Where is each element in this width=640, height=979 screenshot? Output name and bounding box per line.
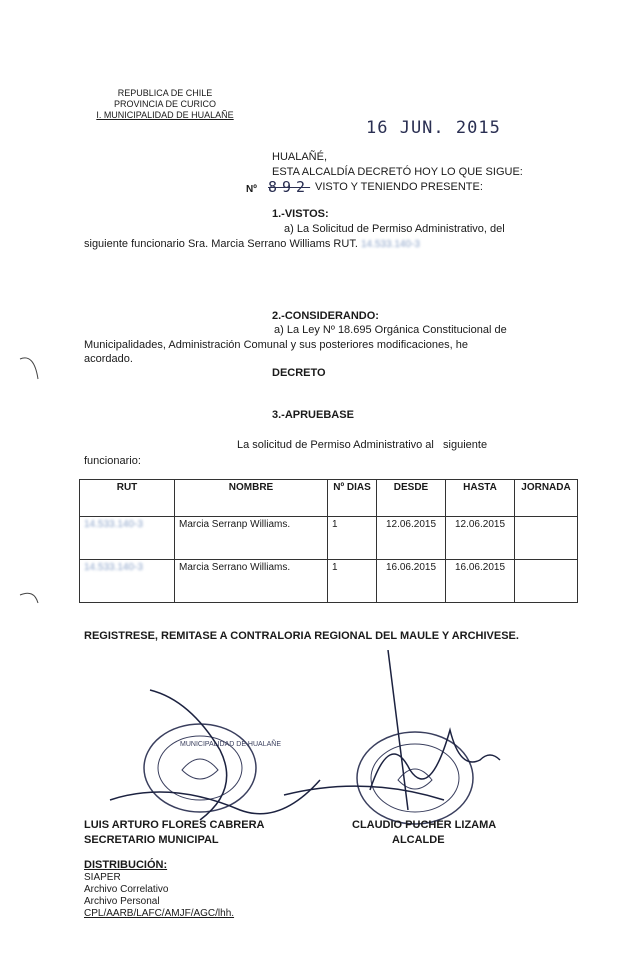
cell-dias: 1 (328, 517, 377, 560)
cell-dias: 1 (328, 560, 377, 603)
col-hasta: HASTA (446, 480, 515, 517)
left-signer-name: LUIS ARTURO FLORES CABRERA (84, 819, 265, 831)
list-item: Archivo Correlativo (84, 884, 169, 895)
considerando-line2: Municipalidades, Administración Comunal y sus posteriores modificaciones, he (84, 339, 468, 351)
letterhead-municipality: I. MUNICIPALIDAD DE HUALAÑE (96, 110, 234, 120)
left-signature-icon (110, 690, 320, 820)
list-item: Archivo Personal (84, 896, 160, 907)
decreto-heading: DECRETO (272, 367, 326, 379)
vistos-line2 (84, 237, 420, 252)
cell-rut: 14.533.140-3 (80, 517, 175, 560)
distribution-title: DISTRIBUCIÓN: (84, 859, 168, 871)
table-row (80, 560, 578, 603)
table-header-row (80, 480, 578, 517)
apruebase-line1: La solicitud de Permiso Administrativo al siguiente (237, 439, 488, 451)
left-signer-role: SECRETARIO MUNICIPAL (84, 834, 219, 846)
considerando-title: 2.-CONSIDERANDO: (272, 310, 379, 322)
cell-hasta: 12.06.2015 (446, 517, 515, 560)
cell-rut: 14.533.140-3 (80, 560, 175, 603)
cell-hasta: 16.06.2015 (446, 560, 515, 603)
cell-nombre: Marcia Serrano Williams. (175, 560, 328, 603)
decree-intro: ESTA ALCALDÍA DECRETÓ HOY LO QUE SIGUE: (272, 166, 523, 178)
punch-mark-icon (20, 593, 38, 603)
cell-jornada (515, 560, 578, 603)
left-seal-icon (144, 724, 281, 812)
redacted-rut: 14.533.140-3 (360, 239, 420, 250)
letterhead-country: REPUBLICA DE CHILE (117, 88, 213, 98)
list-item: CPL/AARB/LAFC/AMJF/AGC/lhh. (84, 908, 235, 919)
punch-mark-icon (20, 358, 38, 379)
permission-table (79, 479, 578, 603)
right-signature-icon (284, 650, 500, 810)
right-signer-role: ALCALDE (392, 834, 445, 846)
letterhead (80, 88, 250, 121)
cell-desde: 12.06.2015 (377, 517, 446, 560)
right-signer-name: CLAUDIO PUCHER LIZAMA (352, 819, 497, 831)
visto-line: VISTO Y TENIENDO PRESENTE: (315, 181, 483, 193)
cell-nombre: Marcia Serranp Williams. (175, 517, 328, 560)
decree-number-prefix: Nº (246, 184, 257, 195)
cell-jornada (515, 517, 578, 560)
vistos-text: siguiente funcionario Sra. Marcia Serrano Williams RUT. (84, 238, 358, 250)
table-row (80, 517, 578, 560)
decree-number: 892 (268, 178, 311, 196)
considerando-line3: acordado. (84, 353, 133, 365)
col-rut: RUT (80, 480, 175, 517)
col-jornada: JORNADA (515, 480, 578, 517)
cell-desde: 16.06.2015 (377, 560, 446, 603)
closing-statement: REGISTRESE, REMITASE A CONTRALORIA REGIONAL DEL MAULE Y ARCHIVESE. (84, 630, 519, 642)
apruebase-title: 3.-APRUEBASE (272, 409, 354, 421)
considerando-line1: a) La Ley Nº 18.695 Orgánica Constitucional de (274, 324, 507, 336)
distribution-block (84, 858, 234, 920)
apruebase-line2: funcionario: (84, 455, 141, 467)
col-nombre: NOMBRE (175, 480, 328, 517)
vistos-line1: a) La Solicitud de Permiso Administrativo, del (284, 223, 505, 235)
city-line: HUALAÑÉ, (272, 151, 328, 163)
svg-text:MUNICIPALIDAD DE HUALAÑE: MUNICIPALIDAD DE HUALAÑE (180, 741, 282, 748)
vistos-title: 1.-VISTOS: (272, 208, 329, 220)
list-item: SIAPER (84, 872, 121, 883)
letterhead-province: PROVINCIA DE CURICO (113, 99, 216, 109)
date-stamp: 16 JUN. 2015 (366, 118, 501, 138)
col-dias: Nº DIAS (328, 480, 377, 517)
punch-marks (18, 355, 48, 605)
col-desde: DESDE (377, 480, 446, 517)
